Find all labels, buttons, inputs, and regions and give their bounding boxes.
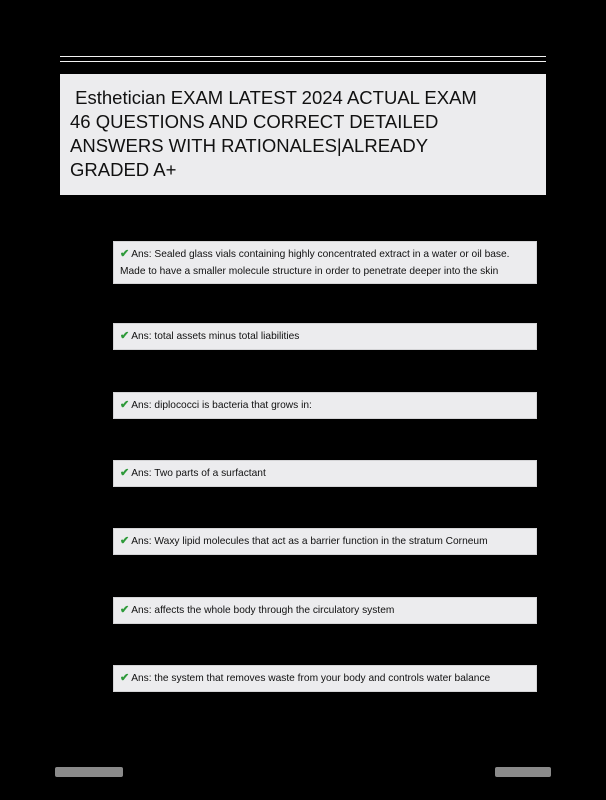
answer-text: Ans: Two parts of a surfactant xyxy=(131,468,266,479)
top-rule-secondary xyxy=(60,61,546,62)
checkmark-icon: ✔ xyxy=(120,672,130,684)
top-rule xyxy=(60,56,546,57)
footer-left-blurred xyxy=(55,767,123,777)
answer-box xyxy=(113,460,537,487)
answer-box xyxy=(113,323,537,350)
answer-box xyxy=(113,528,537,555)
title-box xyxy=(60,74,546,195)
answer-box xyxy=(113,597,537,624)
answer-text: Ans: diplococci is bacteria that grows in: xyxy=(131,400,312,411)
answer-text: Ans: affects the whole body through the circulatory system xyxy=(131,605,395,616)
checkmark-icon: ✔ xyxy=(120,467,130,479)
checkmark-icon: ✔ xyxy=(120,604,130,616)
document-title: Esthetician EXAM LATEST 2024 ACTUAL EXAM 46 QUESTIONS AND CORRECT DETAILED ANSWERS WITH RATIONALES|ALREADY GRADED A+ xyxy=(70,87,477,180)
answer-text: Ans: Sealed glass vials containing highly concentrated extract in a water or oil base. Made to have a smaller molecule structure in order to penetrate deeper into the skin xyxy=(120,249,510,277)
footer-right-blurred xyxy=(495,767,551,777)
answer-box xyxy=(113,241,537,284)
answer-box xyxy=(113,665,537,692)
checkmark-icon: ✔ xyxy=(120,248,130,260)
checkmark-icon: ✔ xyxy=(120,535,130,547)
checkmark-icon: ✔ xyxy=(120,330,130,342)
answer-text: Ans: the system that removes waste from your body and controls water balance xyxy=(131,673,491,684)
answer-box xyxy=(113,392,537,419)
answer-text: Ans: total assets minus total liabilities xyxy=(131,331,300,342)
checkmark-icon: ✔ xyxy=(120,399,130,411)
answer-text: Ans: Waxy lipid molecules that act as a barrier function in the stratum Corneum xyxy=(131,536,488,547)
